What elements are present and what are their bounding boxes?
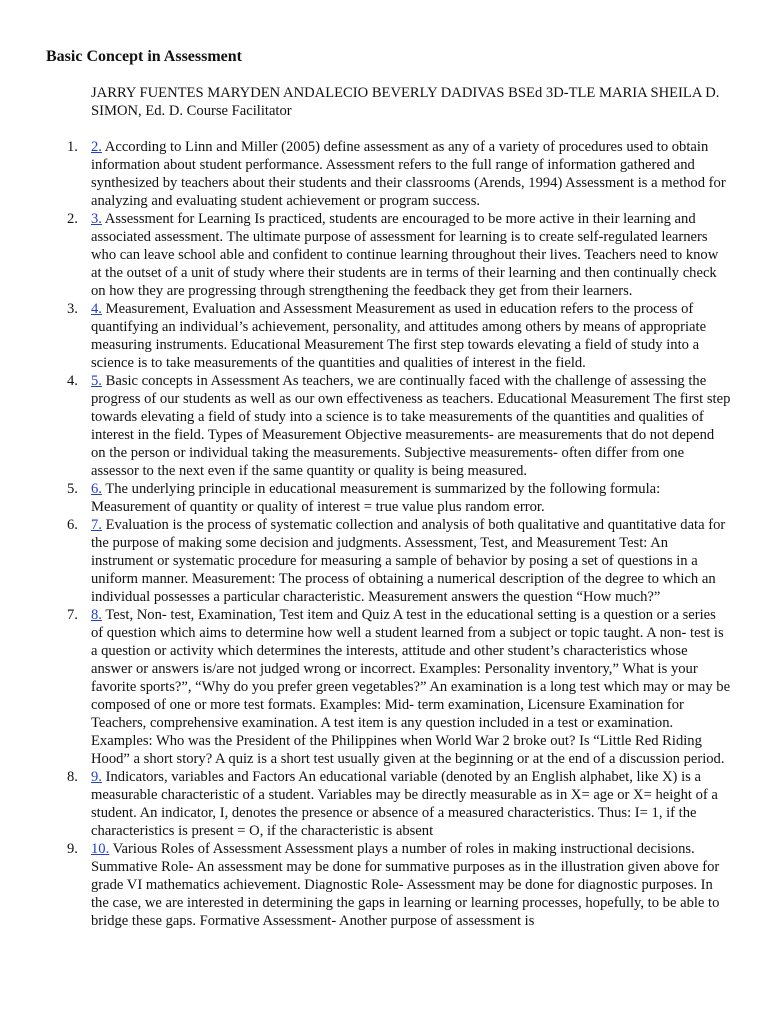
list-number: 6. bbox=[67, 517, 78, 533]
reference-link[interactable]: 10. bbox=[91, 841, 110, 857]
list-item bbox=[67, 300, 731, 372]
list-item bbox=[67, 480, 731, 516]
list-item-text: Measurement, Evaluation and Assessment Measurement as used in education refers to the process of quantifying an individual’s achievement, personality, and attitudes among others by means of appropriate measuring instruments. Educational Measurement The first step towards elevating a field of study into a science is to take measurements of the quantities and qualities of interest in the field. bbox=[91, 301, 707, 371]
reference-link[interactable]: 4. bbox=[91, 301, 102, 317]
reference-link[interactable]: 3. bbox=[91, 211, 102, 227]
list-item bbox=[67, 210, 731, 300]
reference-link[interactable]: 2. bbox=[91, 139, 102, 155]
list-item bbox=[67, 138, 731, 210]
reference-link[interactable]: 5. bbox=[91, 373, 102, 389]
list-item-text: According to Linn and Miller (2005) define assessment as any of a variety of procedures used to obtain information about student performance. Assessment refers to the full range of information gathered and synthesized by teachers about their students and their classrooms (Arends, 1994) Assessment is a method for analyzing and evaluating student achievement or program success. bbox=[91, 139, 726, 209]
list-item bbox=[67, 516, 731, 606]
list-number: 1. bbox=[67, 139, 78, 155]
list-item-text: Test, Non- test, Examination, Test item and Quiz A test in the educational setting is a question or a series of question which aims to determine how well a student learned from a subject or topic taught. A non- test is a question or activity which determines the interests, attitude and other student’s characteristics whose answer or answers is/are not judged wrong or incorrect. Examples: Personality inventory,” What is your favorite sports?”, “Why do you prefer green vegetables?” An examination is a long test which may or may be composed of one or more test formats. Examples: Mid- term examination, Licensure Examination for Teachers, comprehensive examination. A test item is any question included in a test or examination. Examples: Who was the President of the Philippines when World War 2 broke out? Is “Little Red Riding Hood” a short story? A quiz is a short test usually given at the beginning or at the end of a discussion period. bbox=[91, 607, 731, 767]
list-number: 8. bbox=[67, 769, 78, 785]
reference-link[interactable]: 8. bbox=[91, 607, 102, 623]
list-item-text: Indicators, variables and Factors An educational variable (denoted by an English alphabet, like X) is a measurable characteristic of a student. Variables may be directly measurable as in X= age or X= height of a student. An indicator, I, denotes the presence or absence of a measured characteristics. Thus: I= 1, if the characteristics is present = O, if the characteristic is absent bbox=[91, 769, 718, 839]
list-item-text: Various Roles of Assessment Assessment plays a number of roles in making instructional decisions. Summative Role- An assessment may be done for summative purposes as in the illustration given above for grade VI mathematics achievement. Diagnostic Role- Assessment may be done for diagnostic purposes. In the case, we are interested in determining the gaps in learning or learning processes, hopefully, to be able to bridge these gaps. Formative Assessment- Another purpose of assessment is bbox=[91, 841, 720, 929]
list-number: 4. bbox=[67, 373, 78, 389]
reference-link[interactable]: 9. bbox=[91, 769, 102, 785]
list-item-text: Evaluation is the process of systematic collection and analysis of both qualitative and quantitative data for the purpose of making some decision and judgments. Assessment, Test, and Measurement Test: An instrument or systematic procedure for measuring a sample of behavior by posing a set of questions in a uniform manner. Measurement: The process of obtaining a numerical description of the degree to which an individual possesses a particular characteristic. Measurement answers the question “How much?” bbox=[91, 517, 726, 605]
author-line: JARRY FUENTES MARYDEN ANDALECIO BEVERLY DADIVAS BSEd 3D-TLE MARIA SHEILA D. SIMON, Ed. D. Course Facilitator bbox=[91, 85, 720, 119]
reference-link[interactable]: 6. bbox=[91, 481, 102, 497]
list-number: 7. bbox=[67, 607, 78, 623]
list-number: 5. bbox=[67, 481, 78, 497]
list-item bbox=[67, 606, 731, 768]
list-item-text: Basic concepts in Assessment As teachers, we are continually faced with the challenge of assessing the progress of our students as well as our own effectiveness as teachers. Educational Measurement The first step towards elevating a field of study into a science is to take measurements of the quantities and qualities of interest in the field. Types of Measurement Objective measurements- are measurements that do not depend on the person or individual taking the measurements. Subjective measurements- often differ from one assessor to the next even if the same quantity or quality is being measured. bbox=[91, 373, 731, 479]
document-title: Basic Concept in Assessment bbox=[46, 48, 243, 65]
reference-link[interactable]: 7. bbox=[91, 517, 102, 533]
list-number: 2. bbox=[67, 211, 78, 227]
list-number: 9. bbox=[67, 841, 78, 857]
numbered-list bbox=[67, 138, 731, 930]
list-item-text: The underlying principle in educational measurement is summarized by the following formula: Measurement of quantity or quality of interest = true value plus random error. bbox=[91, 481, 661, 515]
list-item bbox=[67, 840, 731, 930]
list-number: 3. bbox=[67, 301, 78, 317]
list-item bbox=[67, 372, 731, 480]
list-item-text: Assessment for Learning Is practiced, students are encouraged to be more active in their learning and associated assessment. The ultimate purpose of assessment for learning is to create self-regulated learners who can leave school able and confident to continue learning throughout their lives. Teachers need to know at the outset of a unit of study where their students are in terms of their learning and then continually check on how they are progressing through strengthening the feedback they get from their learners. bbox=[91, 211, 719, 299]
list-item bbox=[67, 768, 731, 840]
